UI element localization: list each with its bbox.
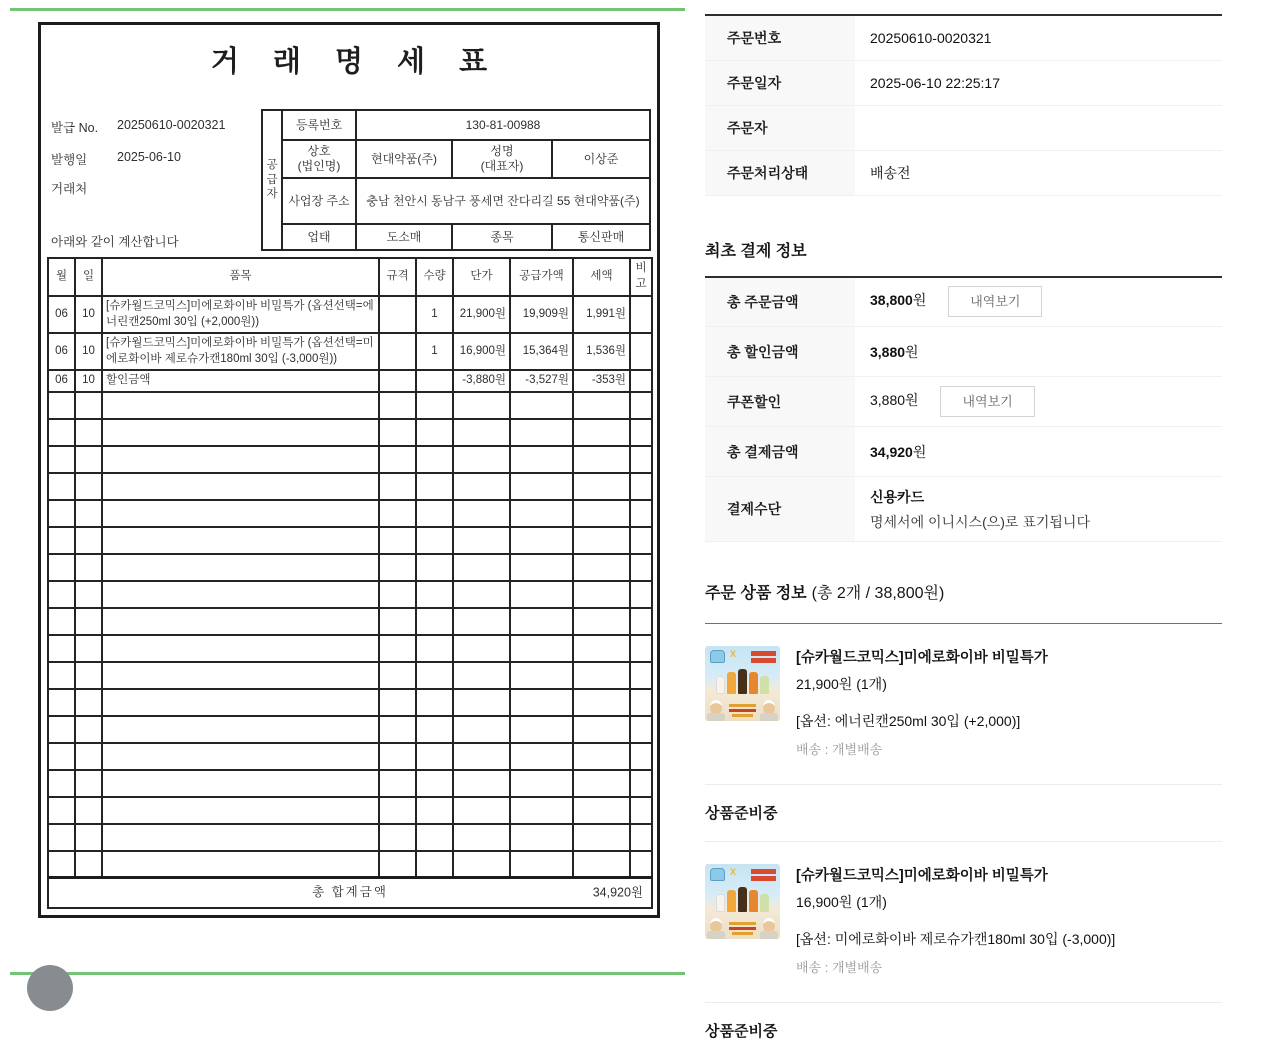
payment-amount: 38,800 xyxy=(870,292,913,309)
col-spec: 규격 xyxy=(379,258,416,296)
col-tax: 세액 xyxy=(573,258,630,296)
order-info-label: 주문일자 xyxy=(705,60,855,105)
order-info-row xyxy=(705,150,1222,195)
collab-x-icon: X xyxy=(730,867,737,877)
brand-logo-icon xyxy=(751,869,776,881)
product-status: 상품준비중 xyxy=(705,805,778,822)
product-option: [옵션: 미에로화이바 제로슈가캔180ml 30입 (-3,000)] xyxy=(796,931,1116,947)
payment-section-title: 최초 결제 정보 xyxy=(705,242,807,260)
product-image[interactable] xyxy=(705,646,780,721)
invoice-issue-date xyxy=(51,150,181,168)
product-shipping: 배송 : 개별배송 xyxy=(796,960,883,975)
payment-label: 총 결제금액 xyxy=(705,427,855,477)
invoice-empty-row xyxy=(48,851,652,878)
invoice-empty-rows xyxy=(48,392,652,878)
invoice-total-value: 34,920원 xyxy=(592,885,643,900)
invoice-item-row: 06 10 [슈카월드코믹스]미에로화이바 비밀특가 (옵션선택=미에로화이바 제로슈가캔180ml 30입 (-3,000원)) 1 16,900원 15,364원 1,536원 xyxy=(48,333,652,370)
invoice-issue-date-value: 2025-06-10 xyxy=(117,150,181,164)
product-status: 상품준비중 xyxy=(705,1023,778,1040)
col-note: 비고 xyxy=(630,258,652,296)
invoice-empty-row xyxy=(48,608,652,635)
payment-amount-suffix: 원 xyxy=(912,443,927,460)
product-shipping: 배송 : 개별배송 xyxy=(796,742,883,757)
order-info-value xyxy=(855,105,1222,150)
order-info-value: 2025-06-10 22:25:17 xyxy=(870,74,1000,91)
supplier-biztype-label: 업태 xyxy=(282,224,356,250)
payment-method-note: 명세서에 이니시스(으)로 표기됩니다 xyxy=(870,513,1090,530)
order-info-row xyxy=(705,105,1222,150)
payment-amount-suffix: 원 xyxy=(912,292,927,309)
person-left-icon xyxy=(707,918,725,939)
invoice-header-area xyxy=(47,85,651,257)
invoice-empty-row xyxy=(48,473,652,500)
products-count-info: (총 2개 / 38,800원) xyxy=(811,585,945,602)
invoice-empty-row xyxy=(48,824,652,851)
invoice-empty-row xyxy=(48,581,652,608)
supplier-side-label: 공급자 xyxy=(262,110,282,250)
invoice-empty-row xyxy=(48,527,652,554)
supplier-bizitem-value: 통신판매 xyxy=(552,224,650,250)
col-item: 품목 xyxy=(102,258,379,296)
invoice-empty-row xyxy=(48,419,652,446)
invoice-empty-row xyxy=(48,554,652,581)
payment-row xyxy=(705,327,1222,377)
supplier-company-value: 현대약품(주) xyxy=(356,140,452,178)
invoice-note: 아래와 같이 계산합니다 xyxy=(51,235,179,249)
mascot-icon xyxy=(710,868,725,881)
invoice-issue-no-label: 발급 No. xyxy=(51,121,99,135)
invoice-issue-date-label: 발행일 xyxy=(51,153,88,167)
supplier-regno-label: 등록번호 xyxy=(282,110,356,140)
invoice-issue-no-value: 20250610-0020321 xyxy=(117,118,226,132)
invoice-frame-bottom-border xyxy=(10,972,685,975)
payment-amount: 3,880 xyxy=(870,343,906,360)
payment-label: 총 주문금액 xyxy=(705,277,855,327)
product-item xyxy=(705,842,1222,1002)
invoice-empty-row xyxy=(48,635,652,662)
payment-amount-suffix: 원 xyxy=(905,343,919,360)
invoice-empty-row xyxy=(48,392,652,419)
person-right-icon xyxy=(760,700,778,721)
supplier-bizitem-label: 종목 xyxy=(452,224,552,250)
invoice-items-table xyxy=(47,257,653,909)
invoice-empty-row xyxy=(48,770,652,797)
supplier-ceo-value: 이상준 xyxy=(552,140,650,178)
payment-amount-suffix: 원 xyxy=(905,392,919,409)
payment-amount: 3,880 xyxy=(870,392,906,409)
col-qty: 수량 xyxy=(416,258,453,296)
product-price: 16,900원 (1개) xyxy=(796,894,887,910)
supplier-ceo-label: 성명 (대표자) xyxy=(452,140,552,178)
order-detail-panel xyxy=(705,14,1222,1059)
supplier-address-value: 충남 천안시 동남구 풍세면 잔다리길 55 현대약품(주) xyxy=(356,178,650,224)
invoice-empty-row xyxy=(48,743,652,770)
invoice-empty-row xyxy=(48,446,652,473)
invoice-document xyxy=(38,22,660,918)
invoice-issue-no xyxy=(51,118,225,136)
order-info-value: 배송전 xyxy=(870,164,911,181)
product-name: [슈카월드코믹스]미에로화이바 비밀특가 xyxy=(796,868,1048,884)
supplier-regno-value: 130-81-00988 xyxy=(356,110,650,140)
col-unit-price: 단가 xyxy=(453,258,510,296)
payment-label: 쿠폰할인 xyxy=(705,377,855,427)
invoice-empty-row xyxy=(48,662,652,689)
invoice-total-row xyxy=(48,878,652,908)
col-month: 월 xyxy=(48,258,75,296)
payment-row xyxy=(705,427,1222,477)
payment-info-table xyxy=(705,276,1222,543)
product-item xyxy=(705,624,1222,784)
product-name: [슈카월드코믹스]미에로화이바 비밀특가 xyxy=(796,650,1048,666)
collab-x-icon: X xyxy=(730,649,737,659)
invoice-title: 거 래 명 세 표 xyxy=(210,46,501,78)
order-amount-detail-button[interactable]: 내역보기 xyxy=(948,286,1042,317)
invoice-empty-row xyxy=(48,797,652,824)
order-info-label: 주문처리상태 xyxy=(705,150,855,195)
payment-row xyxy=(705,277,1222,327)
col-day: 일 xyxy=(75,258,102,296)
invoice-client-label: 거래처 xyxy=(51,182,88,196)
order-info-row xyxy=(705,15,1222,60)
invoice-empty-row xyxy=(48,500,652,527)
col-supply: 공급가액 xyxy=(510,258,573,296)
invoice-total-label: 총 합계금액 xyxy=(312,885,388,900)
brand-logo-icon xyxy=(751,651,776,663)
invoice-items-header-row xyxy=(48,258,652,296)
invoice-item-row: 06 10 할인금액 -3,880원 -3,527원 -353원 xyxy=(48,370,652,392)
floating-scroll-button[interactable] xyxy=(27,965,73,1011)
supplier-biztype-value: 도소매 xyxy=(356,224,452,250)
invoice-item-row: 06 10 [슈카월드코믹스]미에로화이바 비밀특가 (옵션선택=에너린캔250ml 30입 (+2,000원)) 1 21,900원 19,909원 1,991원 xyxy=(48,296,652,333)
payment-method: 신용카드 xyxy=(870,488,925,505)
product-price: 21,900원 (1개) xyxy=(796,676,887,692)
mascot-icon xyxy=(710,650,725,663)
invoice-frame-top-border xyxy=(10,8,685,11)
payment-label: 결제수단 xyxy=(705,477,855,542)
payment-row xyxy=(705,477,1222,542)
invoice-empty-row xyxy=(48,689,652,716)
invoice-empty-row xyxy=(48,716,652,743)
supplier-address-label: 사업장 주소 xyxy=(282,178,356,224)
payment-amount: 34,920 xyxy=(870,443,913,460)
order-info-label: 주문번호 xyxy=(705,15,855,60)
order-info-label: 주문자 xyxy=(705,105,855,150)
supplier-info-table xyxy=(261,109,651,251)
payment-row xyxy=(705,377,1222,427)
order-info-table xyxy=(705,14,1222,196)
coupon-discount-detail-button[interactable]: 내역보기 xyxy=(940,386,1034,417)
products-section-title: 주문 상품 정보 (총 2개 / 38,800원) xyxy=(705,585,945,602)
order-info-value: 20250610-0020321 xyxy=(870,29,992,46)
product-option: [옵션: 에너린캔250ml 30입 (+2,000)] xyxy=(796,713,1021,729)
payment-label: 총 할인금액 xyxy=(705,327,855,377)
supplier-company-label: 상호 (법인명) xyxy=(282,140,356,178)
order-info-row xyxy=(705,60,1222,105)
person-right-icon xyxy=(760,918,778,939)
product-image[interactable] xyxy=(705,864,780,939)
person-left-icon xyxy=(707,700,725,721)
